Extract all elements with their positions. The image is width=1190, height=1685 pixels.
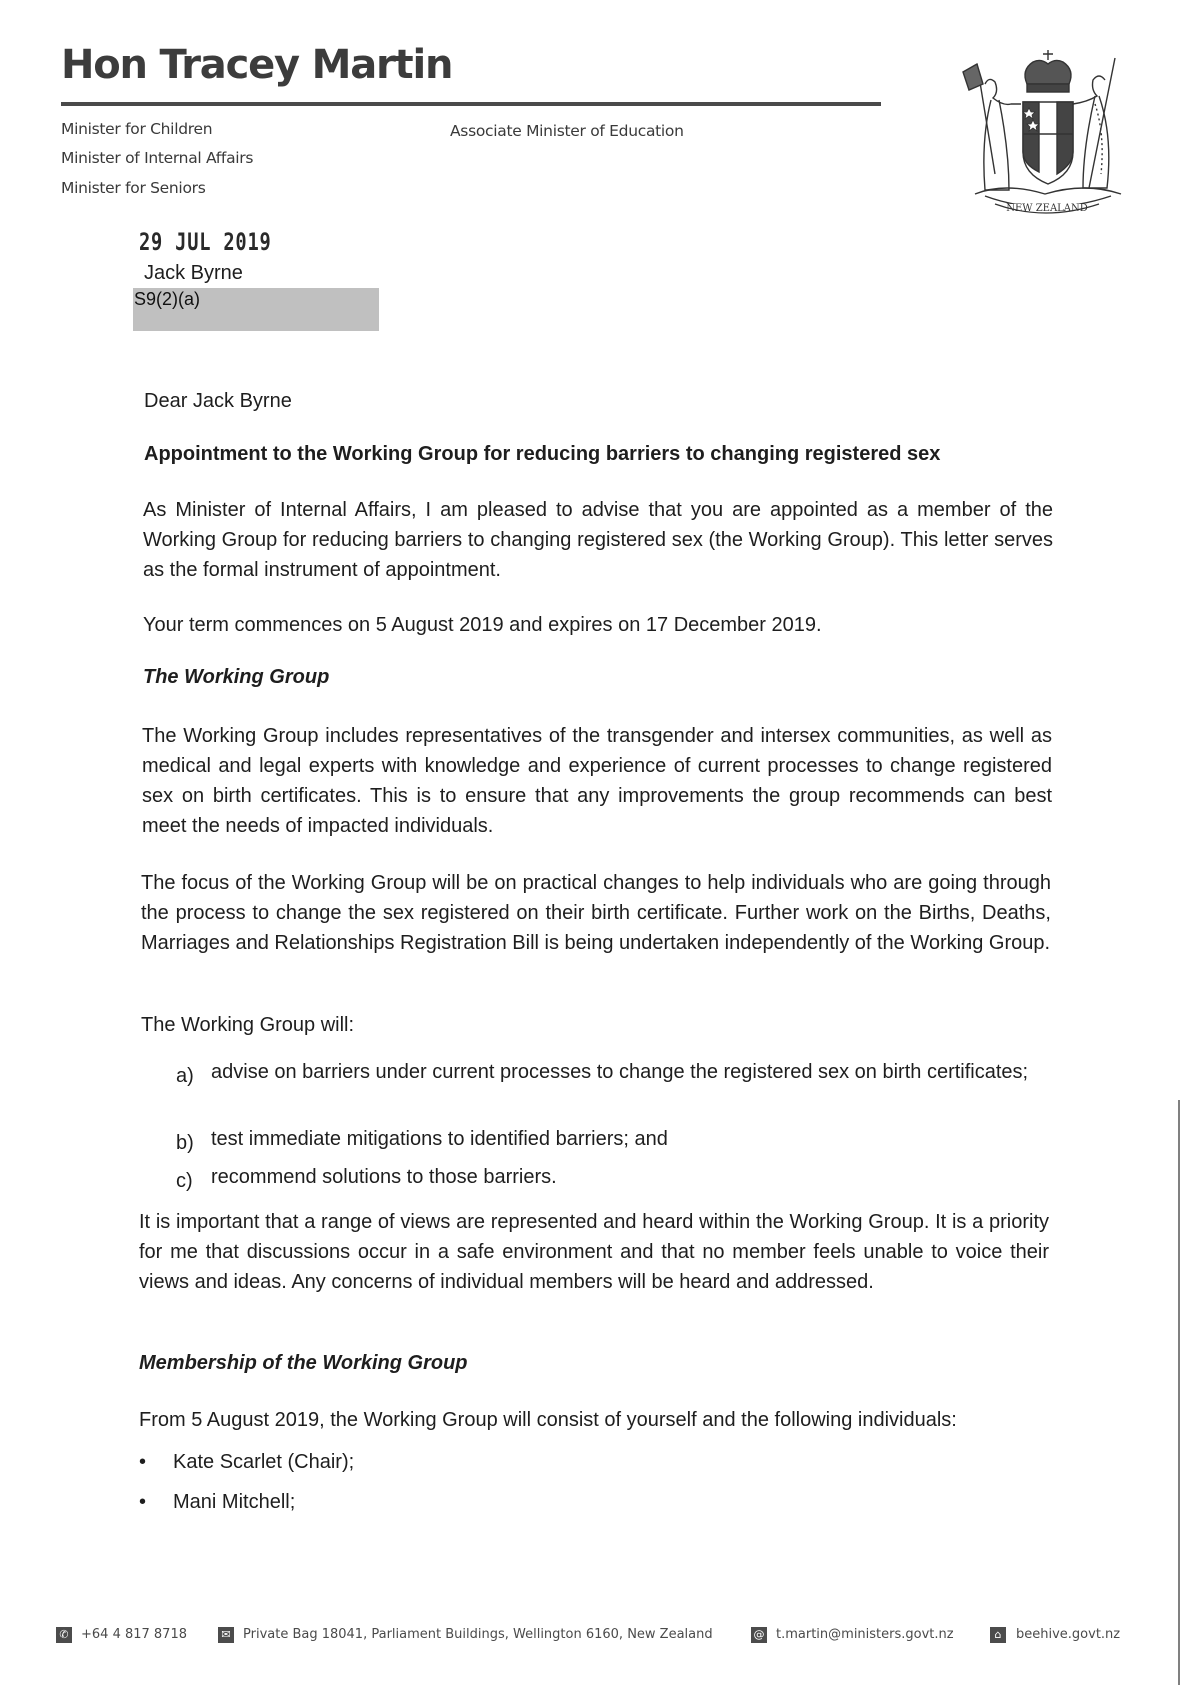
working-group-includes-paragraph: The Working Group includes representatives of the transgender and intersex communities, as well as medical and legal experts with knowledge and experience of current processes to change registered sex on birth certificates. This is to ensure that any improvements the group recommends can best meet the needs of impacted individuals. — [142, 725, 1052, 837]
redacted-address — [133, 288, 379, 331]
list-text: test immediate mitigations to identified barriers; and — [211, 1128, 668, 1150]
membership-intro: From 5 August 2019, the Working Group will consist of yourself and the following individuals: — [139, 1409, 957, 1431]
term-paragraph: Your term commences on 5 August 2019 and expires on 17 December 2019. — [143, 614, 822, 636]
working-group-will-intro: The Working Group will: — [141, 1014, 355, 1036]
letterhead-rule — [61, 102, 881, 106]
footer-email[interactable]: t.martin@ministers.govt.nz — [776, 1627, 954, 1642]
footer-phone: +64 4 817 8718 — [81, 1627, 187, 1642]
member-list-item — [139, 1487, 839, 1517]
bullet-icon: • — [139, 1491, 147, 1513]
intro-paragraph: As Minister of Internal Affairs, I am pleased to advise that you are appointed as a member of the Working Group for reducing barriers to changing registered sex (the Working Group). This letter serves as the formal instrument of appointment. — [143, 499, 1053, 581]
membership-heading: Membership of the Working Group — [139, 1352, 468, 1374]
subject-line: Appointment to the Working Group for reducing barriers to changing registered sex — [144, 443, 941, 465]
role-seniors: Minister for Seniors — [61, 179, 206, 197]
date-stamp: 29 JUL 2019 — [139, 228, 272, 256]
redaction-label: S9(2)(a) — [134, 289, 201, 309]
list-label: a) — [176, 1065, 194, 1087]
member-name: Kate Scarlet (Chair); — [173, 1451, 355, 1473]
crest-label: NEW ZEALAND — [1006, 203, 1088, 214]
scan-edge-line — [1178, 1100, 1180, 1685]
phone-icon: ✆ — [56, 1627, 72, 1643]
focus-paragraph: The focus of the Working Group will be on practical changes to help individuals who are going through the process to change the sex registered on their birth certificate. Further work on the Births, Deaths, Marriages and Relationships Registration Bill is being undertaken independently of the Working Group. — [141, 872, 1051, 954]
recipient-name: Jack Byrne — [144, 262, 243, 284]
list-label: c) — [176, 1170, 193, 1192]
list-item-a — [176, 1061, 1056, 1111]
at-icon: @ — [751, 1627, 767, 1643]
member-name: Mani Mitchell; — [173, 1491, 296, 1513]
working-group-heading: The Working Group — [143, 666, 330, 688]
list-item-c — [176, 1166, 1056, 1196]
minister-name: Hon Tracey Martin — [61, 42, 453, 88]
member-list-item — [139, 1447, 839, 1477]
important-paragraph: It is important that a range of views are represented and heard within the Working Group. It is a priority for me that discussions occur in a safe environment and that no member feels unable to voice their views and ideas. Any concerns of individual members will be heard and addressed. — [139, 1211, 1049, 1293]
footer-address: Private Bag 18041, Parliament Buildings, Wellington 6160, New Zealand — [243, 1627, 713, 1642]
list-item-b — [176, 1128, 1056, 1158]
list-text: advise on barriers under current processes to change the registered sex on birth certificates; — [211, 1061, 1029, 1083]
list-text: recommend solutions to those barriers. — [211, 1166, 557, 1188]
mail-icon: ✉ — [218, 1627, 234, 1643]
list-label: b) — [176, 1132, 194, 1154]
role-internal-affairs: Minister of Internal Affairs — [61, 149, 254, 167]
salutation: Dear Jack Byrne — [144, 390, 292, 412]
web-icon: ⌂ — [990, 1627, 1006, 1643]
footer-website[interactable]: beehive.govt.nz — [1016, 1627, 1121, 1642]
role-children: Minister for Children — [61, 120, 213, 138]
nz-coat-of-arms-icon — [955, 44, 1140, 224]
role-education: Associate Minister of Education — [450, 122, 684, 140]
bullet-icon: • — [139, 1451, 147, 1473]
